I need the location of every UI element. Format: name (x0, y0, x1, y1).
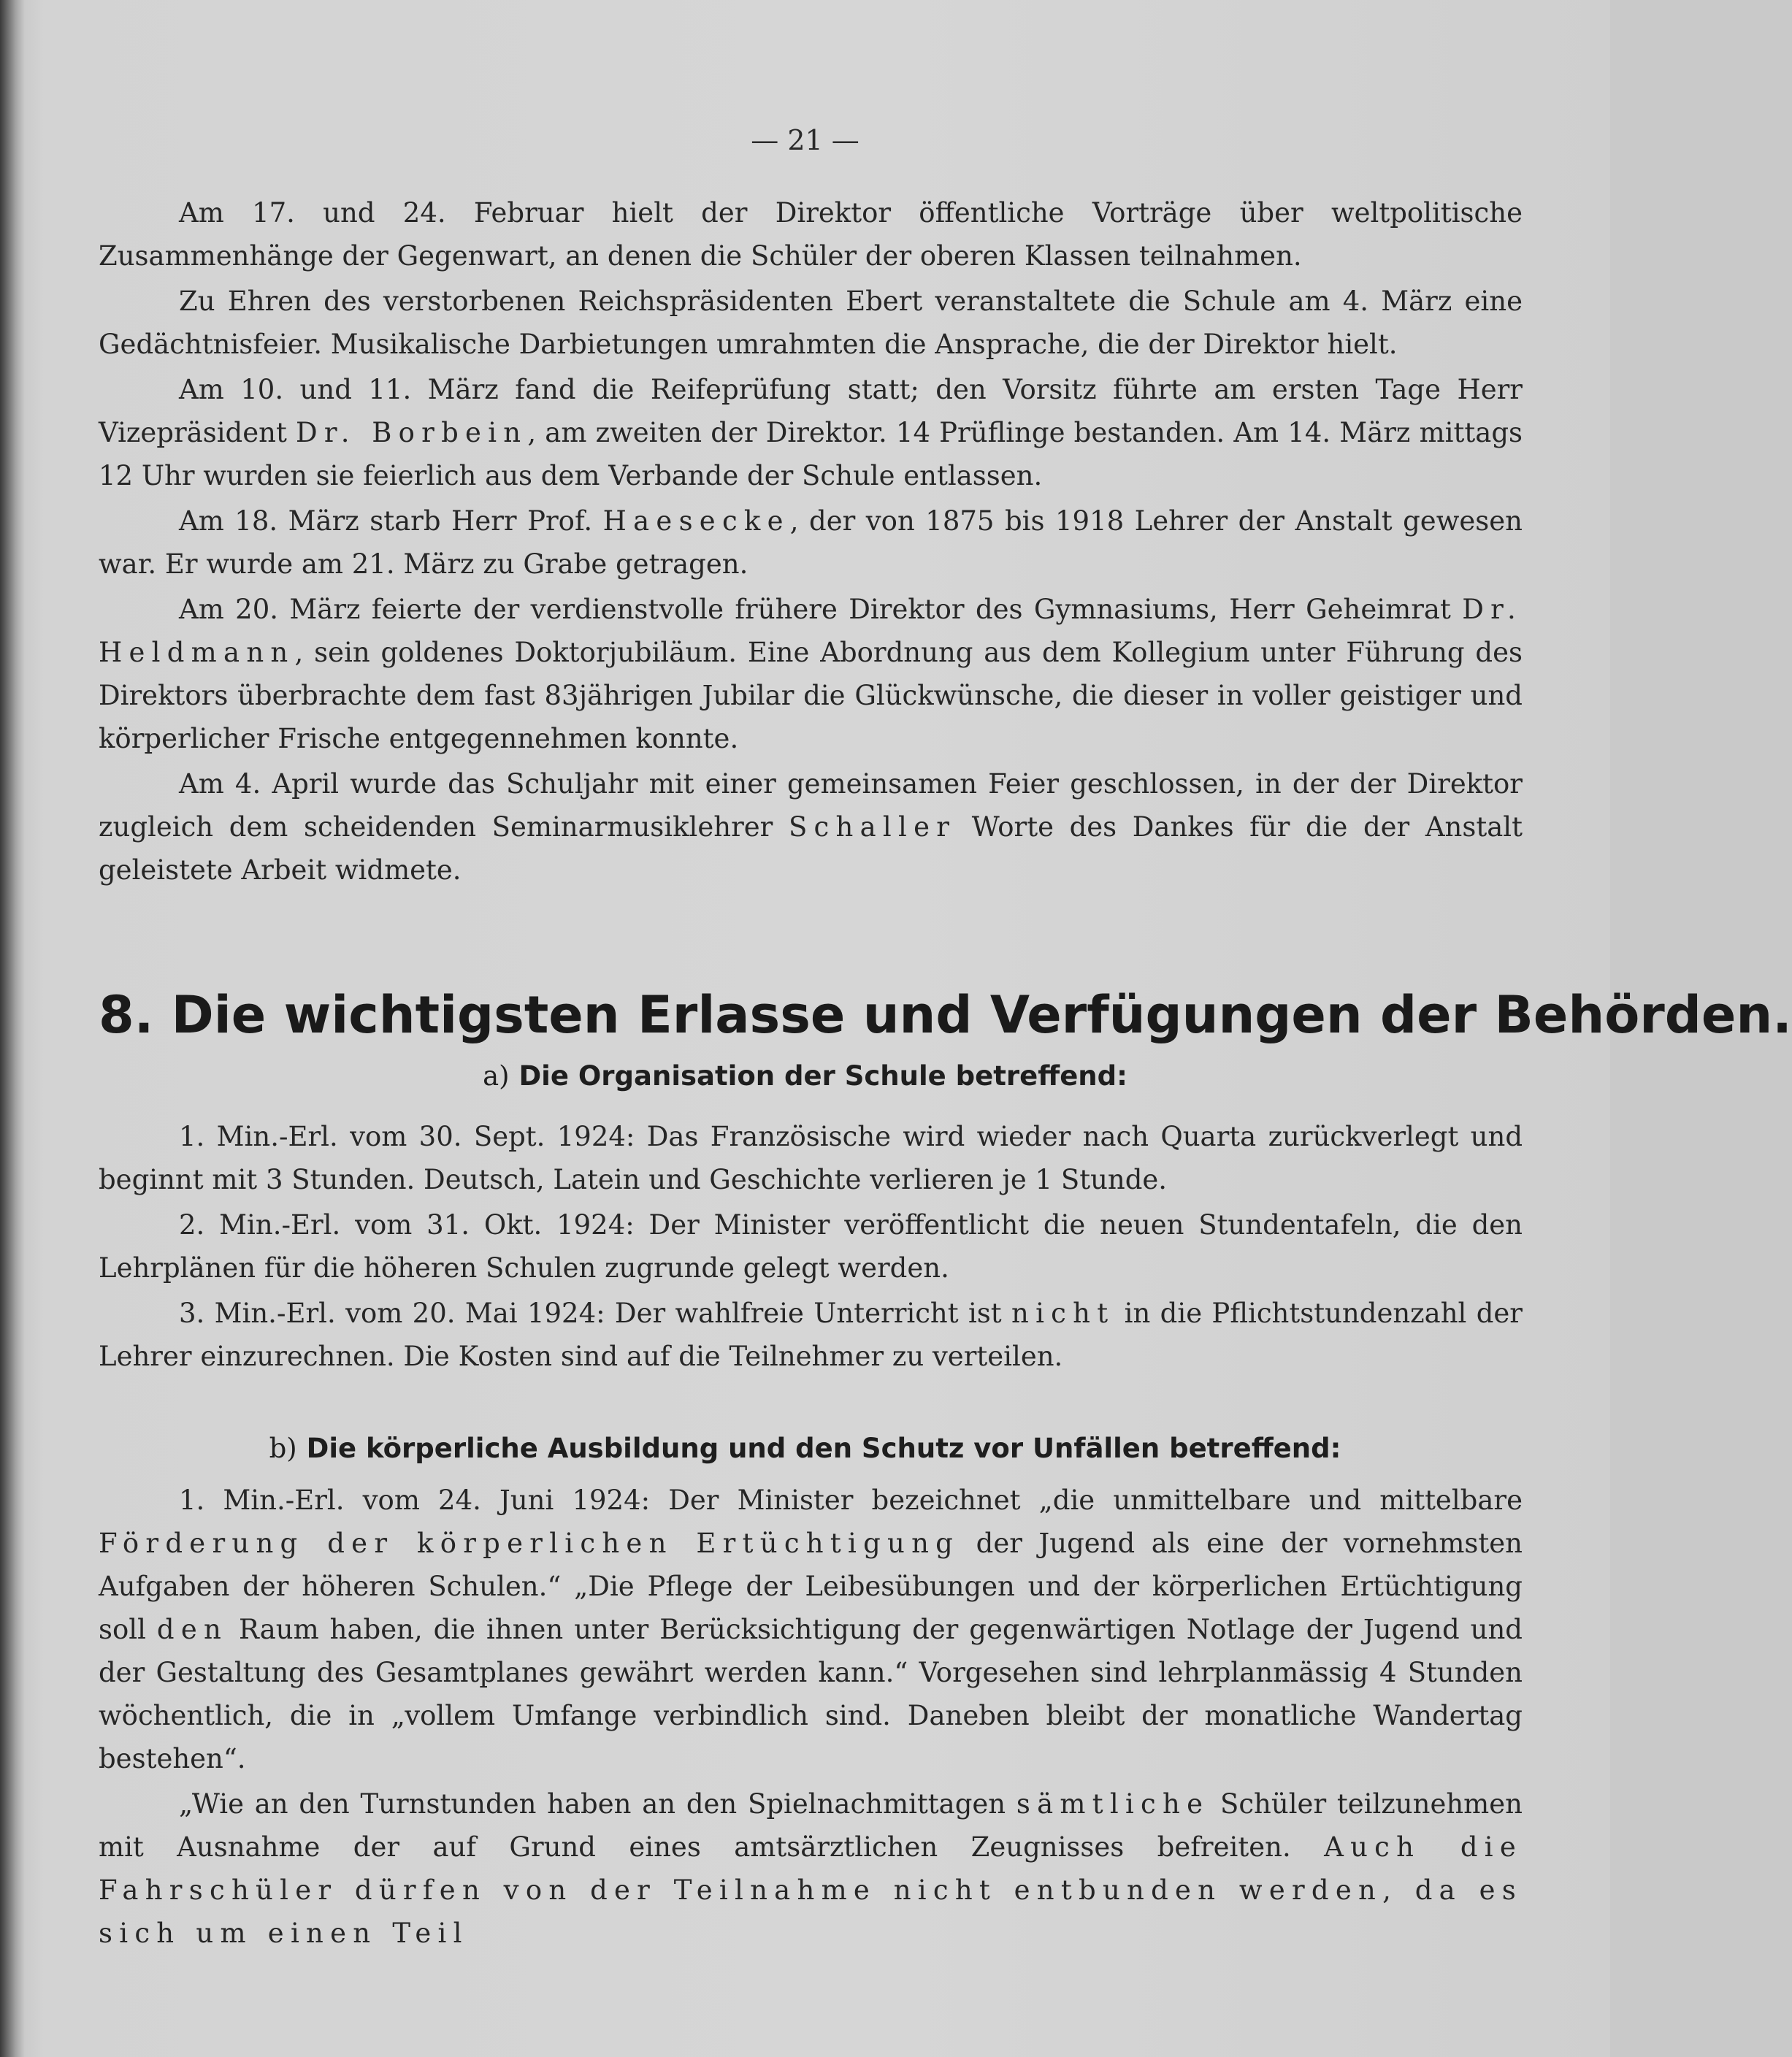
intro-text (99, 191, 1523, 894)
page-number: — 21 — (751, 124, 859, 156)
text-run: 1. Min.-Erl. vom 24. Juni 1924: Der Minister bezeichnet „die unmittelbare und mittelbare (179, 1485, 1523, 1516)
text-run: Schüler teilzunehmen mit Ausnahme der auf Grund eines amtsärztlichen Zeugnisses befreiten. (99, 1788, 1523, 1863)
section-a-text (99, 1115, 1523, 1380)
spaced-emphasis: Dr. Borbein (296, 417, 528, 448)
text-run: Zu Ehren des verstorbenen Reichspräsidenten Ebert veranstaltete die Schule am 4. März eine Gedächtnisfeier. Musikalische Darbietungen umrahmten die Ansprache, die der Direktor hielt. (99, 286, 1523, 360)
text-run: Raum haben, die ihnen unter Berücksichtigung der gegenwärtigen Notlage der Jugend und der Gestaltung des Gesamtplanes gewährt werden kann.“ Vorgesehen sind lehrplanmässig 4 Stunden wöchentlich, die in „vollem Umfange verbindlich sind. Daneben bleibt der monatliche Wandertag bestehen“. (99, 1614, 1523, 1774)
spaced-emphasis: den (156, 1614, 229, 1645)
subheading-b-letter: b) (269, 1433, 297, 1464)
text-run: 1. Min.-Erl. vom 30. Sept. 1924: Das Französische wird wieder nach Quarta zurückverlegt und beginnt mit 3 Stunden. Deutsch, Latein und Geschichte verlieren je 1 Stunde. (99, 1121, 1523, 1195)
text-run: Am 17. und 24. Februar hielt der Direktor öffentliche Vorträge über weltpolitische Zusammenhänge der Gegenwart, an denen die Schüler der oberen Klassen teilnahmen. (99, 197, 1523, 272)
paragraph (99, 1292, 1523, 1378)
paragraph (99, 368, 1523, 497)
spaced-emphasis: Auch die Fahrschüler dürfen von der Teilnahme nicht entbunden werden, da es sich um einen Teil (99, 1831, 1523, 1949)
text-run: , am zweiten der Direktor. 14 Prüflinge bestanden. Am 14. März mittags 12 Uhr wurden sie feierlich aus dem Verbande der Schule entlassen. (99, 417, 1523, 491)
subheading-a-title: Die Organisation der Schule betreffend: (518, 1060, 1127, 1092)
section-b-text (99, 1479, 1523, 1957)
spaced-emphasis: Förderung der körperlichen Ertüchtigung (99, 1528, 960, 1559)
paragraph (99, 1203, 1523, 1290)
paragraph (99, 1115, 1523, 1201)
text-run: in die Pflichtstundenzahl der Lehrer einzurechnen. Die Kosten sind auf die Teilnehmer zu verteilen. (99, 1298, 1523, 1372)
text-run: 3. Min.-Erl. vom 20. Mai 1924: Der wahlfreie Unterricht ist (179, 1298, 1011, 1329)
subheading-a-letter: a) (483, 1060, 510, 1092)
subheading-b (0, 1433, 1610, 1464)
text-run: „Wie an den Turnstunden haben an den Spielnachmittagen (179, 1788, 1016, 1820)
text-run: der Jugend als eine der vornehmsten Aufgaben der höheren Schulen.“ „Die Pflege der Leibesübungen und der körperlichen Ertüchtigung soll (99, 1528, 1523, 1645)
spaced-emphasis: Schaller (788, 811, 957, 843)
spaced-emphasis: nicht (1011, 1298, 1115, 1329)
text-run: Am 4. April wurde das Schuljahr mit einer gemeinsamen Feier geschlossen, in der der Direktor zugleich dem scheidenden Seminarmusiklehrer (99, 768, 1523, 843)
text-run: , sein goldenes Doktorjubiläum. Eine Abordnung aus dem Kollegium unter Führung des Direktors überbrachte dem fast 83jährigen Jubilar die Glückwünsche, die dieser in voller geistiger und körperlicher Frische entgegennehmen konnte. (99, 637, 1523, 754)
text-run: Am 10. und 11. März fand die Reifeprüfung statt; den Vorsitz führte am ersten Tage Herr Vizepräsident (99, 374, 1523, 448)
paragraph (99, 191, 1523, 277)
paragraph (99, 1479, 1523, 1780)
paragraph (99, 588, 1523, 760)
subheading-a (0, 1060, 1610, 1092)
spaced-emphasis: Haesecke (602, 505, 790, 537)
paragraph (99, 499, 1523, 586)
paragraph (99, 280, 1523, 366)
spaced-emphasis: sämtliche (1016, 1788, 1210, 1820)
text-run: 2. Min.-Erl. vom 31. Okt. 1924: Der Minister veröffentlicht die neuen Stundentafeln, die den Lehrplänen für die höheren Schulen zugrunde gelegt werden. (99, 1209, 1523, 1284)
text-run: Am 20. März feierte der verdienstvolle frühere Direktor des Gymnasiums, Herr Geheimrat (179, 594, 1463, 625)
text-run: , der von 1875 bis 1918 Lehrer der Anstalt gewesen war. Er wurde am 21. März zu Grabe getragen. (99, 505, 1523, 580)
paragraph (99, 762, 1523, 892)
text-run: Worte des Dankes für die der Anstalt geleistete Arbeit widmete. (99, 811, 1523, 886)
subheading-b-title: Die körperliche Ausbildung und den Schutz vor Unfällen betreffend: (306, 1433, 1341, 1464)
text-run: Am 18. März starb Herr Prof. (179, 505, 603, 537)
paragraph (99, 1782, 1523, 1955)
section-heading: 8. Die wichtigsten Erlasse und Verfügungen der Behörden. (99, 985, 1792, 1045)
spaced-emphasis: Dr. Heldmann (99, 594, 1523, 668)
